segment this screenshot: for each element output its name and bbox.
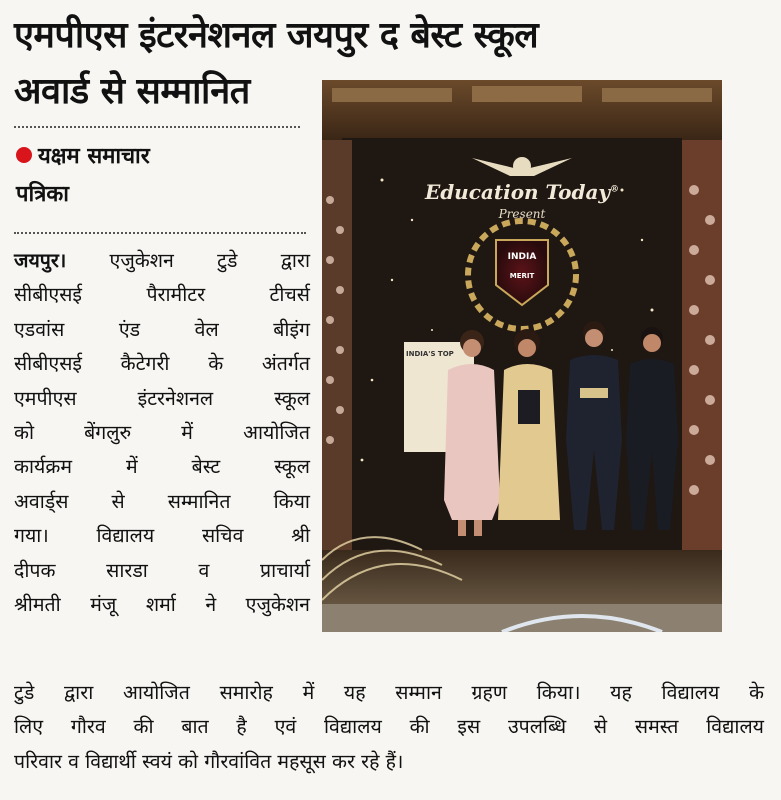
byline-line-2: पत्रिका: [16, 182, 69, 207]
article-line: गया। विद्यालय सचिव श्री: [14, 524, 310, 548]
article-line: सीबीएसई पैरामीटर टीचर्स: [14, 283, 310, 307]
headline-line-2: अवार्ड से सम्मानित: [14, 71, 250, 112]
article-line: कार्यक्रम में बेस्ट स्कूल: [14, 455, 310, 479]
article-line: टुडे द्वारा आयोजित समारोह में यह सम्मान ग्रहण किया। यह विद्यालय के: [14, 681, 764, 704]
logo-registered: ®: [610, 184, 620, 195]
article-line: अवार्ड्स से सम्मानित किया: [14, 489, 310, 513]
article-line: दीपक सारडा व प्राचार्या: [14, 558, 310, 582]
article-line: को बेंगलुरु में आयोजित: [14, 421, 310, 445]
logo-subtitle: Present: [498, 207, 546, 221]
logo-title: Education Today®: [424, 180, 620, 204]
article-line: परिवार व विद्यार्थी स्वयं को गौरवांवित महसूस कर रहे हैं।: [14, 749, 404, 773]
article-continuation: [14, 676, 764, 779]
red-bullet-icon: [16, 147, 32, 163]
byline-line-1: यक्षम समाचार: [38, 144, 150, 169]
divider-top: [14, 126, 300, 128]
banner-text: INDIA'S TOP: [406, 350, 454, 358]
article-line: एडवांस एंड वेल बीइंग: [14, 317, 310, 341]
award-badge-text: INDIA MERIT: [507, 252, 537, 280]
article-column: [14, 244, 310, 622]
award-photo: [322, 80, 722, 632]
divider-bottom: [14, 232, 306, 234]
byline: [16, 138, 306, 214]
article-line: जयपुर। एजुकेशन टुडे द्वारा: [14, 249, 311, 272]
article-line: सीबीएसई कैटेगरी के अंतर्गत: [14, 352, 310, 376]
article-line: एमपीएस इंटरनेशनल स्कूल: [14, 386, 310, 410]
article-line: लिए गौरव की बात है एवं विद्यालय की इस उपलब्धि से समस्त विद्यालय: [14, 715, 764, 739]
headline-line-1: एमपीएस इंटरनेशनल जयपुर द बेस्ट स्कूल: [14, 15, 539, 56]
article-line: श्रीमती मंजू शर्मा ने एजुकेशन: [14, 593, 310, 617]
dateline: जयपुर।: [14, 249, 67, 272]
award-photo-illustration: [322, 80, 722, 632]
